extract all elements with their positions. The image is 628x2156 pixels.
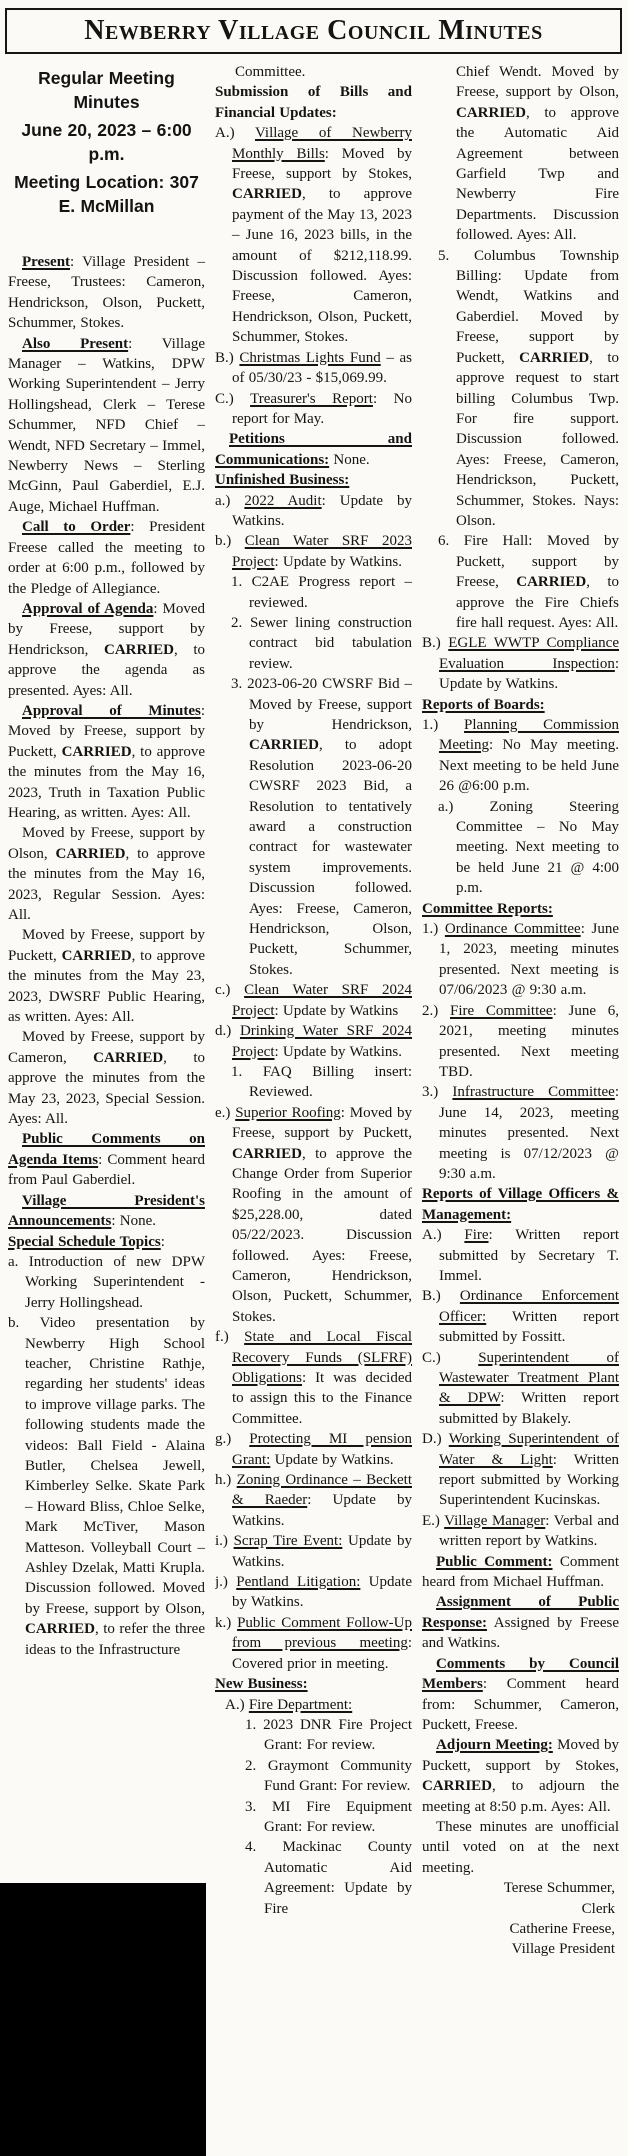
text-run: 3.)	[422, 1084, 453, 1101]
text-run: Working Superintendent of Water & Light	[439, 1431, 619, 1468]
text-run: , to approve the minutes from the May 23, 2023, DWSRF Public Hearing, as written. Ayes: All.	[8, 947, 205, 1026]
text-run: Assignment of Public Response:	[422, 1594, 619, 1631]
text-run: Fire Committee	[450, 1002, 553, 1019]
text-run: Adjourn Meeting:	[436, 1737, 553, 1754]
text-run: Chief Wendt. Moved by Freese, support by Olson,	[456, 64, 619, 101]
section-heading	[422, 899, 619, 919]
meeting-info-line	[8, 118, 205, 166]
text-run: , to approve the Change Order from Superior Roofing in the amount of $25,228.00, dated 05/22/2023. Discussion followed. Ayes: Freese, Cameron, Hendrickson, Olson, Puckett, Schummer, Stokes.	[232, 1145, 412, 1325]
signature-line	[422, 1899, 619, 1919]
text-run: Written report submitted by Fossitt.	[439, 1308, 619, 1346]
text-run: , to adopt Resolution 2023-06-20 CWSRF 2023 Bid, a Resolution to tentatively award a construction contract for wastewater system improvements. Discussion followed. Ayes: Freese, Cameron, Hendrickson, Olson, Puckett, Schummer, Stokes.	[249, 737, 412, 978]
text-run: : It was decided to assign this to the Finance Committee.	[232, 1370, 412, 1427]
text-run: Zoning Ordinance – Beckett & Raeder	[232, 1472, 412, 1509]
text-run: : None.	[111, 1213, 157, 1230]
list-item	[8, 1313, 205, 1660]
list-item	[422, 919, 619, 1001]
text-run: Pentland Litigation:	[236, 1574, 361, 1591]
text-run: : President Freese called the meeting to order at 6:00 p.m., followed by the Pledge of Allegiance.	[8, 519, 205, 597]
list-item	[215, 1429, 412, 1470]
text-run: :	[160, 1233, 165, 1250]
text-run: 2022 Audit	[244, 492, 322, 509]
text-run: Assigned by Freese and Watkins.	[422, 1614, 619, 1652]
text-run: Update by Watkins.	[232, 1574, 412, 1611]
text-run: Scrap Tire Event:	[233, 1533, 343, 1550]
text-run: Comments by Council Members	[422, 1655, 619, 1693]
text-run: Village Manager	[444, 1512, 546, 1529]
text-run: CARRIED	[519, 349, 590, 366]
text-run: C.)	[422, 1349, 479, 1366]
signature-line	[422, 1919, 619, 1939]
text-run: Comment heard from Michael Huffman.	[422, 1553, 619, 1591]
list-item	[245, 1797, 412, 1838]
text-run: Village of Newberry Monthly Bills	[232, 125, 412, 162]
text-run: : Moved by Freese, support by Stokes,	[232, 145, 412, 183]
text-run: Drinking Water SRF 2024 Project	[232, 1023, 412, 1060]
paragraph	[8, 1129, 205, 1190]
text-run: : Moved by Freese, support by Puckett,	[232, 1104, 412, 1142]
text-run: Catherine Freese,	[509, 1920, 615, 1937]
list-item	[422, 1429, 619, 1511]
text-run: : Moved by Freese, support by Puckett,	[8, 702, 205, 760]
text-run: B.)	[422, 635, 449, 652]
text-run: b. Video presentation by Newberry High School teacher, Christine Rathje, regarding her students' ideas to improve village parks. The following students made the videos: Ball Field - Alaina Butler, Chelsea Jewell, Kimberley Selke. Skate Park – Howard Bliss, Chloe Selke, Mark McTiver, Mason Matteson. Volleyball Court – Ashley Dzelak, Matti Krupla. Discussion followed. Moved by Freese, support by Olson,	[8, 1315, 205, 1617]
paragraph	[215, 429, 412, 470]
article-columns	[8, 62, 619, 2156]
text-run: Village President	[511, 1941, 615, 1958]
text-run: : Update by Watkins.	[232, 492, 412, 529]
paragraph	[8, 517, 205, 599]
text-run: b.)	[215, 533, 245, 550]
text-run: CARRIED	[422, 1778, 493, 1795]
text-run: : Written report submitted by Blakely.	[439, 1390, 619, 1427]
text-run: h.)	[215, 1472, 237, 1489]
text-run: Moved by Freese, support by Puckett,	[8, 927, 205, 964]
text-run: Present	[22, 254, 71, 270]
text-run: 2.)	[422, 1002, 450, 1019]
list-item	[438, 246, 619, 532]
column-2	[215, 62, 412, 2156]
text-run: Clean Water SRF 2023 Project	[232, 533, 412, 570]
text-run: Ordinance Enforcement Officer:	[439, 1288, 619, 1325]
column-1	[8, 62, 205, 2156]
text-run: , to approve request to start billing Columbus Twp. For fire support. Discussion followed. Ayes: Freese, Cameron, Hendrickson, Puckett, Schummer, Stokes. Nays: Olson.	[456, 349, 619, 529]
section-heading	[215, 82, 412, 123]
text-run: e.)	[215, 1104, 236, 1121]
text-run: CARRIED	[55, 845, 126, 862]
text-run: : Update by Watkins.	[274, 1043, 402, 1060]
text-run: Treasurer's Report	[250, 390, 373, 407]
text-run: Moved by Freese, support by Cameron,	[8, 1029, 205, 1066]
text-run: Petitions and Communications:	[215, 431, 412, 468]
text-run: a.) Zoning Steering Committee – No May meeting. Next meeting to be held June 21 @ 4:00 p.m.	[438, 798, 619, 897]
list-item	[215, 1613, 412, 1674]
text-run: EGLE WWTP Compliance Evaluation Inspection	[439, 635, 619, 672]
list-item	[8, 1252, 205, 1313]
text-run: Call to Order	[22, 519, 131, 536]
text-run: : Comment heard from: Schummer, Cameron, Puckett, Freese.	[422, 1676, 619, 1733]
text-run: 5. Columbus Township Billing: Update from Wendt, Watkins and Gaberdiel. Moved by Freese, support by Puckett,	[438, 247, 619, 366]
text-run: CARRIED	[456, 104, 527, 121]
text-run: 1. C2AE Progress report – reviewed.	[231, 574, 412, 611]
continuation-paragraph	[422, 62, 619, 246]
text-run: : Written report submitted by Secretary T. Immel.	[439, 1227, 619, 1284]
paragraph	[8, 925, 205, 1027]
text-run: , to refer the three ideas to the Infrastructure	[25, 1621, 205, 1658]
text-run: Regular Meeting Minutes	[38, 68, 175, 112]
section-heading	[422, 1184, 619, 1225]
list-item	[422, 1082, 619, 1184]
text-run: , to approve the minutes from the May 16, 2023, Truth in Taxation Public Hearing, as written. Ayes: All.	[8, 743, 205, 821]
section-heading	[215, 1674, 412, 1694]
text-run: j.)	[215, 1574, 237, 1591]
text-run: Public Comment:	[436, 1553, 553, 1570]
text-run: : June 1, 2023, meeting minutes presented. Next meeting is 07/06/2023 @ 9:30 a.m.	[439, 921, 619, 999]
list-item	[422, 1511, 619, 1552]
list-item	[215, 1470, 412, 1531]
list-item	[215, 389, 412, 430]
text-run: , to approve the minutes from the May 23, 2023, Special Session. Ayes: All.	[8, 1049, 205, 1128]
text-run: June 20, 2023 – 6:00 p.m.	[21, 120, 192, 164]
text-run: 6. Fire Hall: Moved by Puckett, support by Freese,	[438, 533, 619, 591]
meeting-info-line	[8, 170, 205, 218]
text-run: E.)	[422, 1512, 445, 1529]
text-run: : Verbal and written report by Watkins.	[439, 1512, 619, 1550]
signature-line	[422, 1939, 619, 1959]
text-run: g.)	[215, 1431, 250, 1448]
text-run: State and Local Fiscal Recovery Funds (SLFRF) Obligations	[232, 1329, 412, 1386]
list-item	[215, 531, 412, 572]
text-run: a. Introduction of new DPW Working Superintendent - Jerry Hollingshead.	[8, 1253, 205, 1311]
text-run: k.)	[215, 1614, 238, 1631]
text-run: Update by Watkins.	[232, 1533, 412, 1570]
text-run: i.)	[215, 1533, 234, 1550]
text-run: c.)	[215, 982, 245, 999]
section-heading	[422, 695, 619, 715]
text-run: CARRIED	[61, 947, 132, 964]
text-run: : Update by Watkins	[274, 1002, 399, 1019]
paragraph	[422, 1592, 619, 1653]
text-run: 1.)	[422, 921, 445, 938]
list-item	[422, 633, 619, 694]
photo-block	[0, 1883, 206, 2156]
paragraph	[8, 823, 205, 925]
text-run: Approval of Agenda	[22, 600, 154, 617]
text-run: CARRIED	[232, 1145, 303, 1162]
list-item	[215, 491, 412, 532]
continuation-paragraph	[215, 62, 412, 82]
text-run: Unfinished Business:	[215, 472, 350, 489]
list-item	[215, 1572, 412, 1613]
text-run: Moved by Freese, support by Olson,	[8, 825, 205, 862]
text-run: None.	[329, 451, 370, 468]
text-run: Committee.	[235, 64, 306, 80]
text-run: a.)	[215, 492, 245, 509]
list-item	[215, 1531, 412, 1572]
list-item	[422, 715, 619, 797]
text-run: Village President's Announcements	[8, 1192, 205, 1230]
text-run: Protecting MI pension Grant:	[232, 1431, 412, 1468]
text-run: : Moved by Freese, support by Hendrickson,	[8, 600, 205, 658]
paragraph	[8, 334, 205, 518]
signature-line	[422, 1878, 619, 1898]
text-run: Committee Reports:	[422, 900, 553, 917]
text-run: A.)	[225, 1696, 249, 1713]
text-run: Moved by Puckett, support by Stokes,	[422, 1737, 619, 1774]
text-run: Submission of Bills and Financial Updates:	[215, 84, 412, 121]
text-run: : Written report submitted by Working Superintendent Kucinskas.	[439, 1451, 619, 1509]
list-item	[422, 1348, 619, 1430]
text-run: Approval of Minutes	[22, 702, 201, 719]
text-run: , to approve payment of the May 13, 2023 – June 16, 2023 bills, in the amount of $212,118.99. Discussion followed. Ayes: Freese, Cameron, Hendrickson, Olson, Puckett, Schummer, Stokes.	[232, 186, 412, 346]
list-item	[438, 531, 619, 633]
text-run: Superintendent of Wastewater Treatment Plant & DPW	[439, 1349, 619, 1407]
text-run: Ordinance Committee	[444, 921, 581, 938]
text-run: : June 14, 2023, meeting minutes presented. Next meeting is 07/12/2023 @ 9:30 a.m.	[439, 1084, 619, 1182]
text-run: Special Schedule Topics	[8, 1233, 161, 1250]
text-run: CARRIED	[93, 1049, 164, 1066]
text-run: C.)	[215, 390, 251, 407]
text-run: 3. 2023-06-20 CWSRF Bid – Moved by Freese, support by Hendrickson,	[231, 676, 412, 733]
paragraph	[8, 252, 205, 334]
text-run: – as of 05/30/23 - $15,069.99.	[232, 349, 412, 387]
column-3	[422, 62, 619, 2156]
list-item	[215, 1327, 412, 1429]
text-run: 4. Mackinac County Automatic Aid Agreement: Update by Fire	[245, 1839, 412, 1917]
text-run: , to adjourn the meeting at 8:50 p.m. Ayes: All.	[422, 1778, 619, 1815]
text-run: Reports of Boards:	[422, 696, 545, 713]
list-item	[215, 1021, 412, 1062]
list-item	[422, 1001, 619, 1083]
text-run: Reports of Village Officers & Management:	[422, 1186, 619, 1223]
text-run: 1. FAQ Billing insert: Reviewed.	[231, 1063, 412, 1101]
section-heading	[8, 1232, 205, 1252]
text-run: : No report for May.	[232, 390, 412, 427]
list-item	[245, 1756, 412, 1797]
text-run: : Village President – Freese, Trustees: Cameron, Hendrickson, Olson, Puckett, Schummer, Stokes.	[8, 254, 205, 332]
text-run: CARRIED	[516, 574, 587, 591]
text-run: , to approve the minutes from the May 16, 2023, Regular Session. Ayes: All.	[8, 845, 205, 923]
text-run: Christmas Lights Fund	[239, 349, 381, 366]
text-run: CARRIED	[61, 743, 132, 760]
text-run: B.)	[422, 1288, 460, 1305]
text-run: Fire	[464, 1227, 489, 1244]
text-run: : Comment heard from Paul Gaberdiel.	[8, 1151, 205, 1189]
text-run: Public Comments on Agenda Items	[8, 1131, 205, 1168]
text-run: A.)	[215, 125, 255, 142]
text-run: Meeting Location: 307 E. McMillan	[14, 172, 199, 216]
text-run: CARRIED	[103, 641, 174, 658]
paragraph	[422, 1735, 619, 1817]
text-run: Also Present	[22, 335, 129, 352]
text-run: f.)	[215, 1329, 245, 1346]
text-run: D.)	[422, 1431, 449, 1448]
text-run: : Update by Watkins.	[274, 553, 402, 570]
text-run: These minutes are unofficial until voted on at the next meeting.	[422, 1818, 619, 1876]
spacer	[8, 218, 205, 252]
text-run: CARRIED	[25, 1621, 96, 1638]
paragraph	[8, 1191, 205, 1232]
text-run: , to approve the agenda as presented. Ayes: All.	[8, 641, 205, 699]
text-run: B.)	[215, 349, 240, 366]
list-item	[245, 1715, 412, 1756]
list-item	[438, 797, 619, 899]
paragraph	[422, 1817, 619, 1878]
list-item	[215, 348, 412, 389]
text-run: Clean Water SRF 2024 Project	[232, 982, 412, 1019]
list-item	[215, 980, 412, 1021]
paragraph	[422, 1552, 619, 1593]
text-run: CARRIED	[232, 186, 303, 203]
text-run: , to approve the Fire Chiefs fire hall request. Ayes: All.	[456, 574, 619, 631]
list-item	[245, 1837, 412, 1919]
text-run: Fire Department:	[248, 1696, 353, 1713]
text-run: : No May meeting. Next meeting to be held June 26 @6:00 p.m.	[439, 737, 619, 795]
text-run: Clerk	[581, 1900, 615, 1917]
list-item	[215, 1103, 412, 1327]
text-run: : Covered prior in meeting.	[232, 1635, 412, 1672]
list-item	[422, 1286, 619, 1347]
text-run: Public Comment Follow-Up from previous meeting	[232, 1614, 412, 1652]
text-run: New Business:	[215, 1676, 308, 1693]
paragraph	[8, 701, 205, 823]
section-heading	[215, 470, 412, 490]
text-run: Update by Watkins.	[270, 1451, 394, 1468]
meeting-info-line	[8, 66, 205, 114]
text-run: Terese Schummer,	[503, 1880, 615, 1897]
text-run: 1.)	[422, 717, 465, 733]
text-run: 2. Sewer lining construction contract bid tabulation review.	[231, 614, 412, 672]
text-run: : Update by Watkins.	[232, 1492, 412, 1529]
page-title: Newberry Village Council Minutes	[84, 15, 543, 46]
list-item	[225, 1695, 412, 1715]
text-run: : Village Manager – Watkins, DPW Working Superintendent – Jerry Hollingshead, Clerk – Terese Schummer, NFD Chief – Wendt, NFD Secretary – Immel, Newberry News – Sterling McGinn, Paul Gaberdiel, E.J. Auge, Michael Huffman.	[8, 335, 205, 515]
list-item	[231, 1062, 412, 1103]
list-item	[231, 674, 412, 980]
text-run: 1. 2023 DNR Fire Project Grant: For review.	[245, 1716, 412, 1754]
text-run: 2. Graymont Community Fund Grant: For review.	[245, 1757, 412, 1795]
text-run: Planning Commission Meeting	[439, 717, 619, 754]
text-run: : Update by Watkins.	[439, 655, 619, 693]
text-run: A.)	[422, 1227, 465, 1244]
text-run: Infrastructure Committee	[452, 1084, 615, 1101]
list-item	[231, 572, 412, 613]
text-run: , to approve the Automatic Aid Agreement between Garfield Twp and Newberry Fire Departments. Discussion followed. Ayes: All.	[456, 104, 619, 244]
text-run: Superior Roofing	[235, 1104, 341, 1121]
text-run: 3. MI Fire Equipment Grant: For review.	[245, 1798, 412, 1835]
list-item	[422, 1225, 619, 1286]
list-item	[231, 613, 412, 674]
text-run: : June 6, 2021, meeting minutes presented. Next meeting TBD.	[439, 1002, 619, 1080]
paragraph	[8, 599, 205, 701]
paragraph	[8, 1027, 205, 1129]
masthead-box	[5, 8, 622, 54]
list-item	[215, 123, 412, 347]
paragraph	[422, 1654, 619, 1736]
text-run: d.)	[215, 1023, 240, 1040]
text-run: CARRIED	[249, 737, 320, 754]
